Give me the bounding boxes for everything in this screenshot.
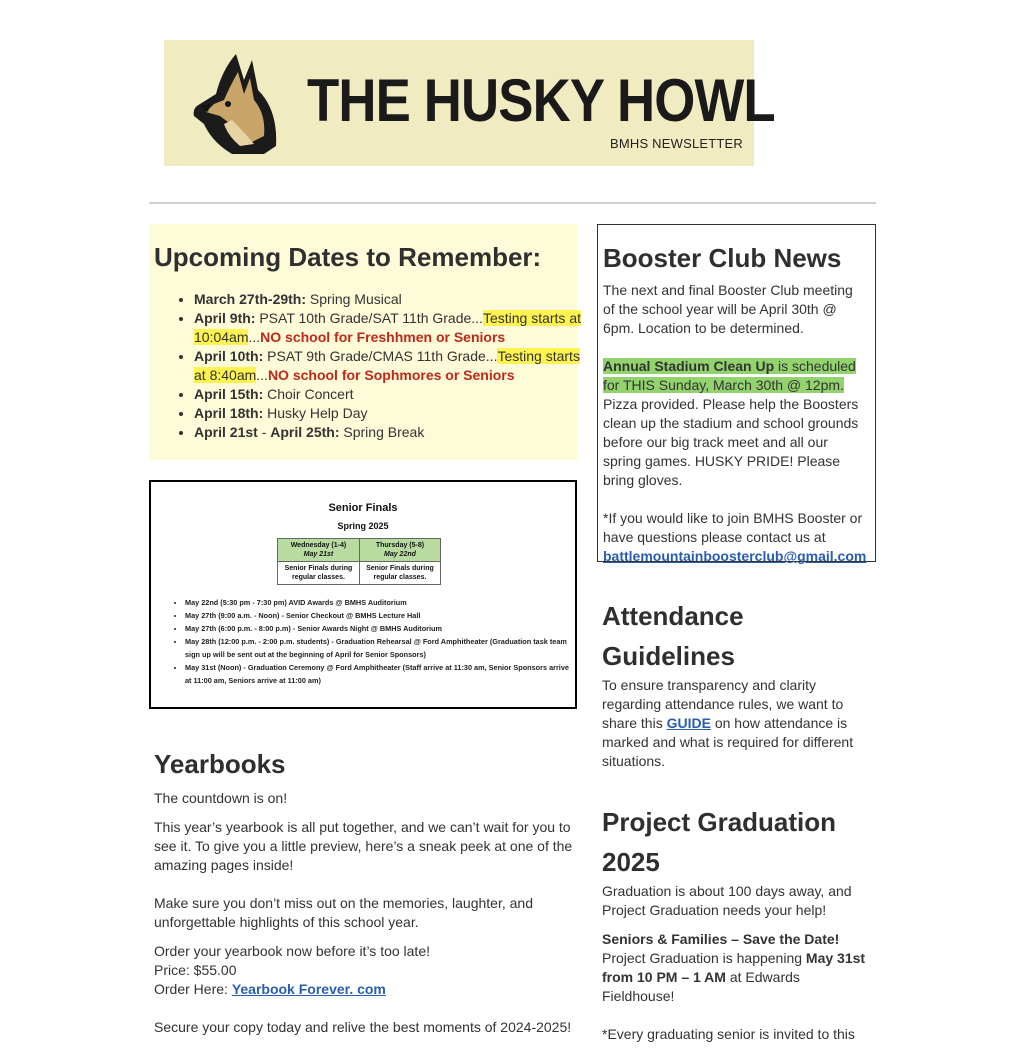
upcoming-dates-panel: [149, 224, 581, 460]
project-graduation-section: [602, 802, 872, 1054]
project-graduation-heading: Project Graduation 2025: [602, 807, 837, 877]
list-item: • April 9th: PSAT 10th Grade/SAT 11th Grade...Testing starts at 10:04am...NO school for Freshhmen or Seniors: [194, 309, 584, 347]
booster-heading: Booster Club News: [603, 243, 842, 273]
list-item: • April 18th: Husky Help Day: [194, 404, 584, 423]
yearbooks-section: [154, 746, 579, 1047]
finals-col-wednesday: Wednesday (1-4) May 21st: [278, 539, 360, 562]
attendance-text: To ensure transparency and clarity regarding attendance rules, we want to share this GUIDE on how attendance is marked and what is required for different situations.: [602, 677, 854, 769]
yearbooks-heading: Yearbooks: [154, 749, 286, 779]
husky-head-logo-icon: [192, 50, 282, 158]
finals-table: [277, 538, 441, 585]
list-item: • April 21st - April 25th: Spring Break: [194, 423, 584, 442]
yearbooks-paragraph: This year’s yearbook is all put together, and we can’t wait for you to see it. To give you a little preview, here’s a sneak peek at one of the amazing pages inside! Make sure you don’t miss out on the memories, laughter, and unforgettable highlights of this school year.: [154, 819, 573, 930]
attendance-section: [602, 596, 872, 771]
booster-body: The next and final Booster Club meeting of the school year will be April 30th @ 6pm. Location to be determined. Annual Stadium Clean Up is scheduled for THIS Sunday, March 30th @ 12pm. Pizza provided. Please help the Boosters clean up the stadium and school grounds before our big track meet and all our spring games. HUSKY PRIDE! Please bring gloves. *If you would like to join BMHS Booster or have questions please contact us at battlemountainboosterclub@gmail.com: [603, 282, 867, 564]
yearbooks-intro: The countdown is on!: [154, 790, 288, 806]
finals-title: Senior Finals: [328, 502, 398, 514]
list-item: • May 27th (6:00 p.m. - 8:00 p.m) - Senior Awards Night @ BMHS Auditorium: [185, 622, 575, 635]
project-graduation-details: Seniors & Families – Save the Date! Project Graduation is happening May 31st from 10 PM – 1 AM at Edwards Fieldhouse! *Every graduating senior is invited to this: [602, 931, 866, 1042]
list-item: • May 22nd (5:30 pm - 7:30 pm) AVID Awards @ BMHS Auditorium: [185, 596, 575, 609]
senior-finals-image: [149, 480, 577, 709]
list-item: • May 27th (9:00 a.m. - Noon) - Senior Checkout @ BMHS Lecture Hall: [185, 609, 575, 622]
project-graduation-intro: Graduation is about 100 days away, and Project Graduation needs your help!: [602, 883, 852, 918]
finals-cell: Senior Finals during regular classes.: [278, 562, 360, 585]
list-item: • April 10th: PSAT 9th Grade/CMAS 11th Grade...Testing starts at 8:40am...NO school for Sophmores or Seniors: [194, 347, 584, 385]
list-item: • April 15th: Choir Concert: [194, 385, 584, 404]
yearbooks-order: Order your yearbook now before it’s too late! Price: $55.00 Order Here: Yearbook Forever. com Secure your copy today and relive the best moments of 2024-2025!: [154, 943, 572, 1035]
booster-email-link[interactable]: battlemountainboosterclub@gmail.com: [603, 548, 867, 564]
list-item: • May 31st (Noon) - Graduation Ceremony @ Ford Amphitheater (Staff arrive at 11:30 am, Senior Sponsors arrive at 11:00 am, Seniors arrive at 11:00 am): [185, 661, 575, 687]
yearbook-order-link[interactable]: Yearbook Forever. com: [231, 981, 386, 997]
finals-events-list: [169, 596, 575, 687]
finals-subtitle: Spring 2025: [337, 521, 389, 531]
booster-club-panel: [597, 224, 876, 562]
finals-col-thursday: Thursday (5-8) May 22nd: [359, 539, 440, 562]
newsletter-title: THE HUSKY HOWL: [307, 67, 775, 134]
newsletter-subtitle: BMHS NEWSLETTER: [609, 136, 743, 151]
list-item: • March 27th-29th: Spring Musical: [194, 290, 584, 309]
attendance-guide-link[interactable]: GUIDE: [666, 715, 711, 731]
newsletter-banner: [164, 40, 775, 166]
attendance-heading: Attendance Guidelines: [602, 601, 744, 671]
list-item: • May 28th (12:00 p.m. - 2:00 p.m. students) - Graduation Rehearsal @ Ford Amphitheater (Graduation task team sign up will be sent out at the beginning of April for Senior Sponsors): [185, 635, 575, 661]
dates-list: [166, 290, 584, 442]
finals-cell: Senior Finals during regular classes.: [359, 562, 440, 585]
divider: [149, 202, 876, 204]
upcoming-dates-heading: Upcoming Dates to Remember:: [154, 242, 542, 272]
